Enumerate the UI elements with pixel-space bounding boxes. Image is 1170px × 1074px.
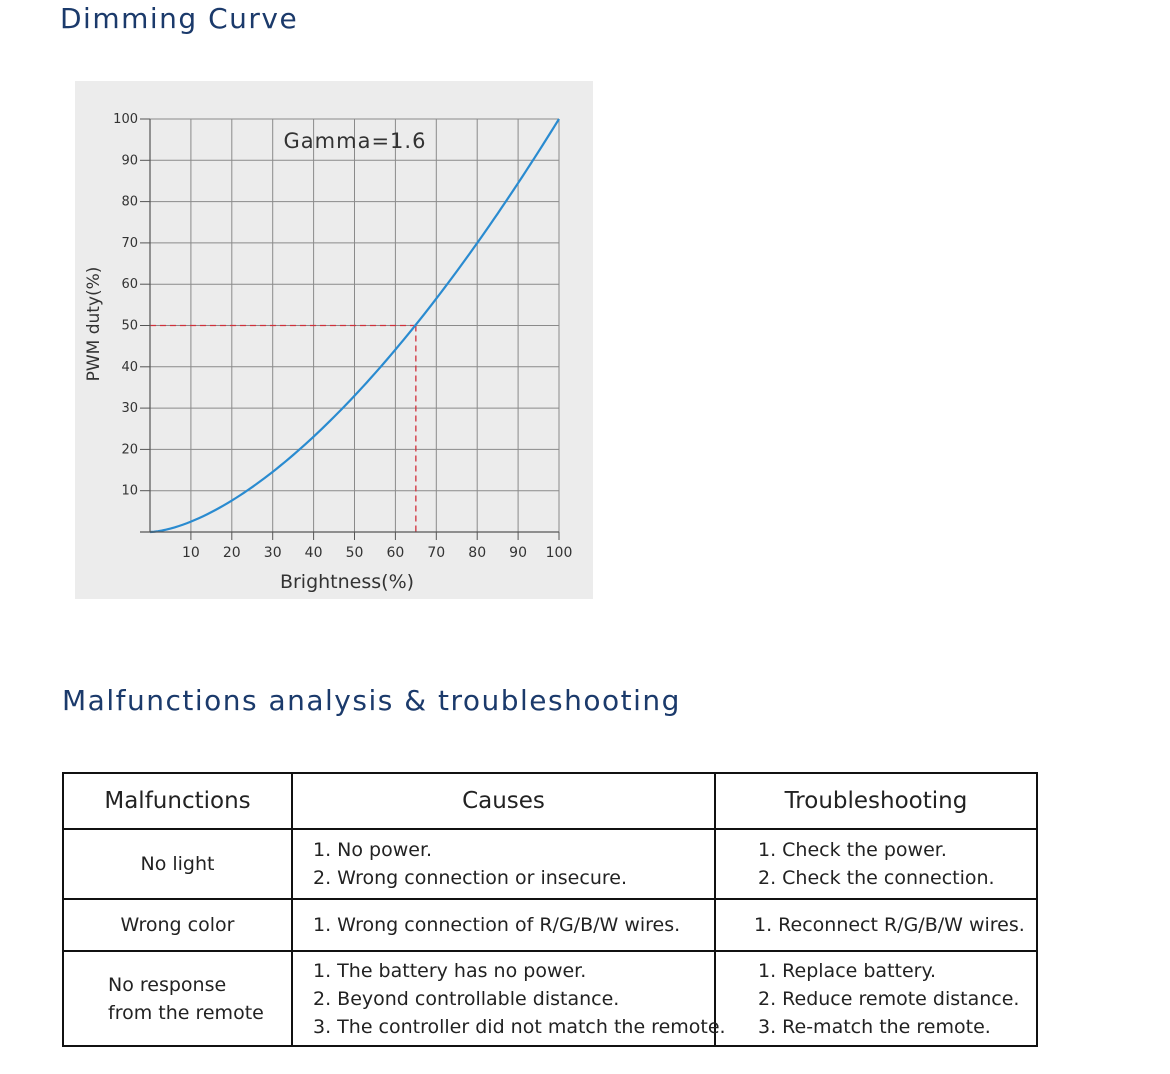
x-tick-label: 100 [545, 545, 573, 561]
x-tick-label: 50 [345, 545, 364, 561]
dimming-curve-chart [75, 81, 593, 599]
x-tick-label: 70 [427, 545, 446, 561]
y-tick-label: 40 [121, 359, 138, 375]
fixes-cell [715, 829, 1037, 899]
table-row [63, 951, 1037, 1046]
chart-svg [75, 81, 593, 599]
y-tick-label: 50 [121, 318, 138, 334]
cause-item: 2. Wrong connection or insecure. [313, 867, 627, 889]
malfunction-text: Wrong color [120, 914, 235, 936]
fix-item: 1. Check the power. [758, 839, 947, 861]
x-tick-label: 10 [181, 545, 200, 561]
x-tick-label: 90 [509, 545, 528, 561]
causes-cell [292, 829, 715, 899]
cause-item: 1. The battery has no power. [313, 959, 587, 982]
y-tick-label: 80 [121, 194, 138, 210]
x-tick-label: 60 [386, 545, 405, 561]
malfunction-text: from the remote [108, 1001, 264, 1024]
malfunction-text: No response [108, 973, 227, 996]
malfunction-cell [63, 899, 292, 951]
reference-lines [150, 326, 416, 533]
troubleshooting-table [62, 772, 1038, 1047]
y-tick-label: 30 [121, 401, 138, 417]
table-row [63, 899, 1037, 951]
cause-item: 1. No power. [313, 839, 433, 861]
header-causes: Causes [292, 773, 715, 829]
fix-item: 1. Replace battery. [758, 959, 937, 982]
table-header-row [63, 773, 1037, 829]
malfunction-cell [63, 829, 292, 899]
y-tick-label: 70 [121, 235, 138, 251]
malfunction-text: No light [140, 853, 215, 875]
fix-item: 1. Reconnect R/G/B/W wires. [754, 914, 1025, 936]
header-malfunctions: Malfunctions [63, 773, 292, 829]
causes-cell [292, 899, 715, 951]
fixes-cell [715, 951, 1037, 1046]
y-tick-label: 10 [121, 483, 138, 499]
header-troubleshooting: Troubleshooting [715, 773, 1037, 829]
fix-item: 2. Reduce remote distance. [758, 987, 1020, 1010]
fixes-cell [715, 899, 1037, 951]
x-tick-label: 30 [263, 545, 282, 561]
x-axis-label: Brightness(%) [279, 571, 415, 593]
dimming-curve-title: Dimming Curve [60, 2, 299, 35]
tick-labels [113, 112, 572, 561]
cause-item: 2. Beyond controllable distance. [313, 987, 620, 1010]
y-axis-label: PWM duty(%) [84, 266, 104, 382]
y-tick-label: 60 [121, 277, 138, 293]
malfunctions-title: Malfunctions analysis & troubleshooting [62, 684, 681, 717]
cause-item: 3. The controller did not match the remote. [313, 1015, 726, 1038]
y-tick-label: 20 [121, 442, 138, 458]
y-tick-label: 90 [121, 153, 138, 169]
y-tick-label: 100 [113, 112, 138, 127]
malfunction-cell [63, 951, 292, 1046]
fix-item: 3. Re-match the remote. [758, 1015, 991, 1038]
gamma-annotation: Gamma=1.6 [283, 129, 427, 153]
fix-item: 2. Check the connection. [758, 867, 995, 889]
x-tick-label: 80 [468, 545, 487, 561]
x-tick-label: 20 [222, 545, 241, 561]
x-tick-label: 40 [304, 545, 323, 561]
causes-cell [292, 951, 726, 1046]
cause-item: 1. Wrong connection of R/G/B/W wires. [313, 914, 681, 936]
table-row [63, 829, 1037, 899]
